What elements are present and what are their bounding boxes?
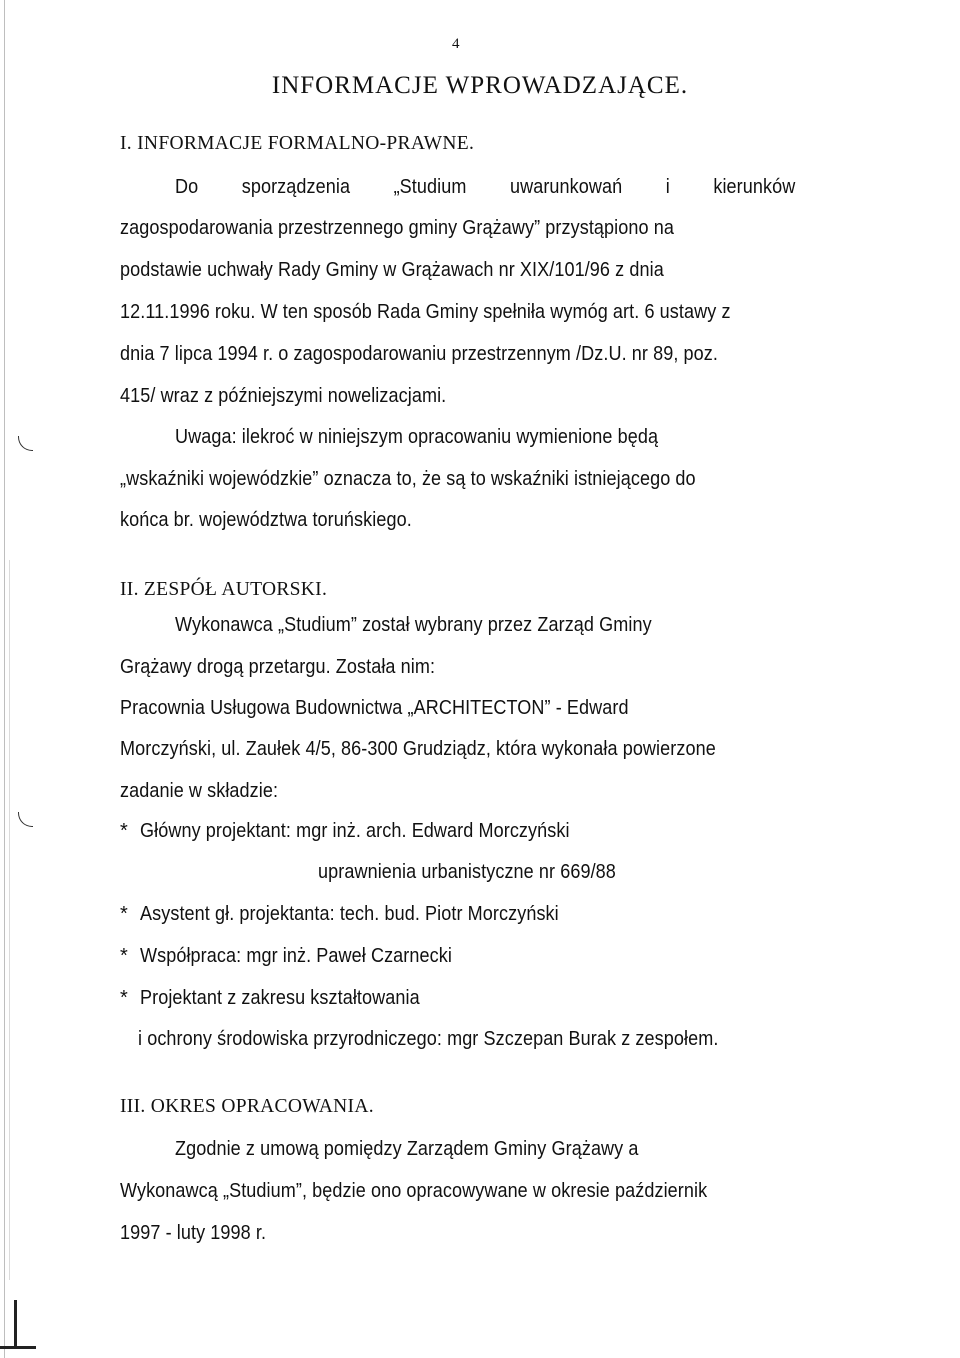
- word: kierunków: [713, 175, 796, 198]
- team-member-environment-designer: Projektant z zakresu kształtowania: [140, 986, 420, 1009]
- bullet-star: *: [120, 820, 128, 842]
- justified-line: [175, 174, 795, 200]
- section-3-para-line-3: 1997 - luty 1998 r.: [120, 1221, 267, 1244]
- team-member-environment-designer-cont: i ochrony środowiska przyrodniczego: mgr Szczepan Burak z zespołem.: [138, 1027, 719, 1050]
- section-1-para-1-line-5: dnia 7 lipca 1994 r. o zagospodarowaniu przestrzennym /Dz.U. nr 89, poz.: [120, 342, 718, 365]
- scan-mark: [18, 812, 33, 827]
- scan-corner-mark: [14, 1300, 17, 1348]
- page-number: 4: [452, 36, 460, 52]
- bullet-star: *: [120, 945, 128, 967]
- word: uwarunkowań: [509, 175, 623, 198]
- section-3-para-line-2: Wykonawcą „Studium”, będzie ono opracowywane w okresie październik: [120, 1179, 708, 1202]
- section-1-para-2-line-1: Uwaga: ilekroć w niniejszym opracowaniu wymienione będą: [175, 425, 659, 448]
- word: sporządzenia: [241, 175, 351, 198]
- section-2-para-line-5: zadanie w składzie:: [120, 779, 279, 802]
- section-1-para-2-line-2: „wskaźniki wojewódzkie” oznacza to, że są to wskaźniki istniejącego do: [120, 467, 696, 490]
- team-member-chief-designer: Główny projektant: mgr inż. arch. Edward Morczyński: [140, 819, 570, 842]
- word: Do: [175, 175, 199, 198]
- section-2-para-line-1: Wykonawca „Studium” został wybrany przez Zarząd Gminy: [175, 613, 652, 636]
- section-1-para-2-line-3: końca br. województwa toruńskiego.: [120, 508, 412, 531]
- section-1-heading: I. INFORMACJE FORMALNO-PRAWNE.: [120, 133, 475, 154]
- section-2-para-line-4: Morczyński, ul. Zaułek 4/5, 86-300 Grudziądz, która wykonała powierzone: [120, 737, 716, 760]
- text-line: [175, 174, 795, 200]
- bullet-star: *: [120, 903, 128, 925]
- section-3-heading: III. OKRES OPRACOWANIA.: [120, 1096, 374, 1117]
- bullet-star: *: [120, 987, 128, 1009]
- section-2-para-line-3: Pracownia Usługowa Budownictwa „ARCHITECTON” - Edward: [120, 696, 629, 719]
- section-1-para-1-line-6: 415/ wraz z późniejszymi nowelizacjami.: [120, 384, 447, 407]
- scan-mark: [18, 436, 33, 451]
- team-member-assistant: Asystent gł. projektanta: tech. bud. Piotr Morczyński: [140, 902, 559, 925]
- section-2-heading: II. ZESPÓŁ AUTORSKI.: [120, 579, 328, 600]
- section-1-para-1-line-1: [175, 174, 795, 200]
- word: „Studium: [393, 175, 467, 198]
- section-2-para-line-2: Grążawy drogą przetargu. Została nim:: [120, 655, 436, 678]
- team-member-collaboration: Współpraca: mgr inż. Paweł Czarnecki: [140, 944, 452, 967]
- team-member-license: uprawnienia urbanistyczne nr 669/88: [318, 860, 616, 883]
- section-1-para-1-line-4: 12.11.1996 roku. W ten sposób Rada Gminy spełniła wymóg art. 6 ustawy z: [120, 300, 731, 323]
- section-1-para-1-line-2: zagospodarowania przestrzennego gminy Grążawy” przystąpiono na: [120, 216, 674, 239]
- word: i: [665, 175, 670, 198]
- section-1-para-1-line-3: podstawie uchwały Rady Gminy w Grążawach nr XIX/101/96 z dnia: [120, 258, 664, 281]
- section-3-para-line-1: Zgodnie z umową pomiędzy Zarządem Gminy Grążawy a: [175, 1137, 639, 1160]
- scan-edge-line-secondary: [9, 560, 10, 1280]
- scan-edge-line: [4, 0, 5, 1358]
- page-title: INFORMACJE WPROWADZAJĄCE.: [271, 72, 689, 99]
- scan-corner-mark: [0, 1346, 36, 1349]
